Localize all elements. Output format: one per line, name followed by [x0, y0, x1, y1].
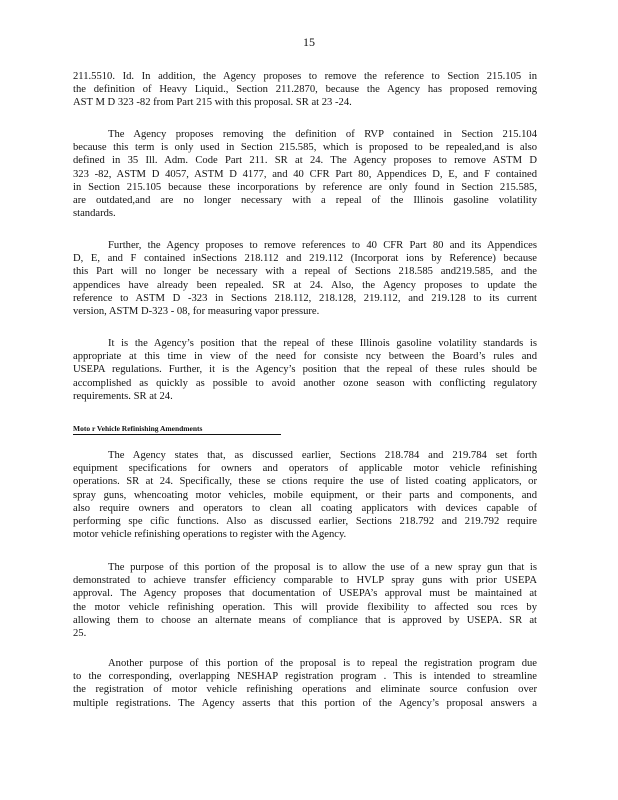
text-line: 323 -82, ASTM D 4057, ASTM D 4177, and 40 CFR Part 80, Appendices D, E, and F contained [73, 168, 537, 180]
text-line: version, ASTM D-323 - 08, for measuring vapor pressure. [73, 305, 320, 317]
text-line: spray guns, whencoating motor vehicles, mobile equipment, or their parts and components, and [73, 489, 537, 501]
text-line: the definition of Heavy Liquid., Section 211.2870, because the Agency has proposed removing [73, 84, 537, 96]
text-line: performing spe cific functions. Also as discussed earlier, Sections 218.792 and 219.792 require [73, 515, 537, 527]
text-line: accomplished as quickly as possible to avoid another ozone season with conflicting regulatory [73, 377, 537, 389]
paragraph-registration-repeal [73, 657, 537, 710]
text-line: The purpose of this portion of the proposal is to allow the use of a new spray gun that is [108, 562, 537, 573]
text-line: standards. [73, 208, 116, 220]
text-line: appropriate at this time in view of the need for consiste ncy between the Board’s rules and [73, 351, 537, 363]
paragraph-cfr-references [73, 239, 537, 318]
text-line: Another purpose of this portion of the proposal is to repeal the registration program due [108, 658, 537, 669]
page-number: 15 [303, 35, 315, 49]
paragraph-equipment-specifications [73, 449, 537, 541]
text-line: to the corresponding, overlapping NESHAP registration program . This is intended to streamline [73, 671, 537, 683]
text-line: reference to ASTM D -323 in Sections 218.112, 218.128, 219.112, and 219.128 to its current [73, 292, 537, 304]
text-line: allowing them to choose an alternate means of compliance that is approved by USEPA. SR at [73, 614, 537, 626]
text-line: The Agency proposes removing the definition of RVP contained in Section 215.104 [108, 129, 537, 140]
text-line: 211.5510. Id. In addition, the Agency proposes to remove the reference to Section 215.105 in [73, 71, 537, 82]
text-line: USEPA regulations. Further, it is the Agency’s position that the repeal of these rules should be [73, 364, 537, 376]
text-line: operations. SR at 24. Specifically, these se ctions require the use of listed coating applicators, or [73, 476, 537, 488]
text-line: It is the Agency’s position that the repeal of these Illinois gasoline volatility standards is [108, 338, 537, 349]
text-line: multiple registrations. The Agency asserts that this portion of the Agency’s proposal answers a [73, 697, 537, 709]
text-line: are outdated,and are no longer necessary with a repeal of the Illinois gasoline volatility [73, 194, 537, 206]
text-line: the registration of motor vehicle refinishing operations and eliminate source confusion over [73, 684, 537, 696]
text-line: equipment specifications for owners and operators of applicable motor vehicle refinishing [73, 463, 537, 475]
text-line: the motor vehicle refinishing operation. This will provide flexibility to affected sou rces by [73, 601, 537, 613]
text-line: demonstrated to achieve transfer efficiency comparable to HVLP spray guns with prior USEPA [73, 575, 537, 587]
text-line: because this term is only used in Section 215.585, which is proposed to be repealed,and is also [73, 142, 537, 154]
paragraph-spray-gun-purpose [73, 561, 537, 640]
text-line: requirements. SR at 24. [73, 390, 173, 402]
text-line: this Part will no longer be necessary with a repeal of Sections 218.585 and219.585, and the [73, 266, 537, 278]
text-line: The Agency states that, as discussed earlier, Sections 218.784 and 219.784 set forth [108, 450, 537, 461]
text-line: 25. [73, 627, 87, 639]
paragraph-agency-position [73, 337, 537, 403]
text-line: also require owners and operators to clean all coating applicators with devices capable of [73, 502, 537, 514]
text-line: motor vehicle refinishing operations to register with the Agency. [73, 529, 347, 541]
text-line: AST M D 323 -82 from Part 215 with this proposal. SR at 23 -24. [73, 97, 352, 109]
paragraph-rvp-definition [73, 128, 537, 220]
text-line: D, E, and F contained inSections 218.112 and 219.112 (Incorporat ions by Reference) because [73, 253, 537, 265]
text-line: in Section 215.105 because these incorporations by reference are only found in Section 215.585, [73, 181, 537, 193]
section-heading: Moto r Vehicle Refinishing Amendments [73, 424, 281, 435]
text-line: appendices have already been repealed. SR at 24. Also, the Agency proposes to update the [73, 279, 537, 291]
text-line: Further, the Agency proposes to remove references to 40 CFR Part 80 and its Appendices [108, 240, 537, 251]
paragraph-continuation [73, 70, 537, 110]
text-line: approval. The Agency proposes that documentation of USEPA’s approval must be maintained at [73, 588, 537, 600]
text-line: defined in 35 Ill. Adm. Code Part 211. SR at 24. The Agency proposes to remove ASTM D [73, 155, 537, 167]
